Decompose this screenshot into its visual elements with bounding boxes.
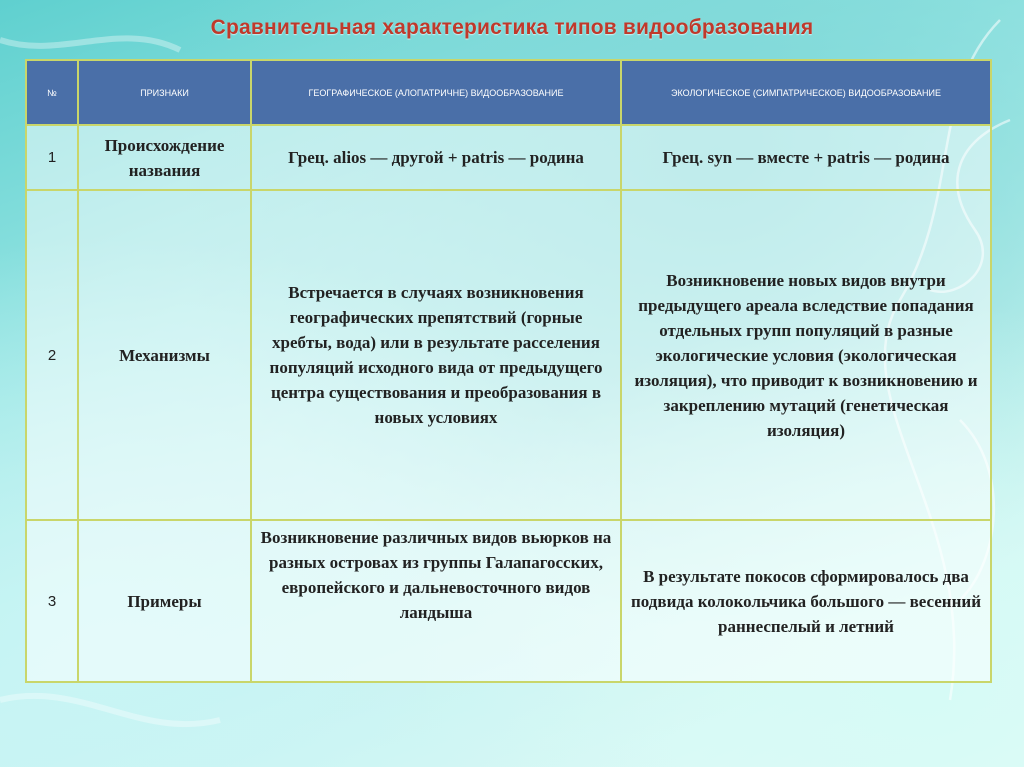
header-geographic: ГЕОГРАФИЧЕСКОЕ (АЛОПАТРИЧНЕ) ВИДООБРАЗОВАНИЕ (251, 60, 621, 125)
row-number: 2 (26, 190, 78, 520)
header-ecological: ЭКОЛОГИЧЕСКОЕ (СИМПАТРИЧЕСКОЕ) ВИДООБРАЗОВАНИЕ (621, 60, 991, 125)
header-number: № (26, 60, 78, 125)
table-row (26, 520, 991, 682)
slide-title: Сравнительная характеристика типов видообразования (210, 16, 814, 39)
row-ecological: Грец. syn — вместе + patris — родина (621, 125, 991, 190)
row-geographic: Встречается в случаях возникновения географических препятствий (горные хребты, вода) или в результате расселения популяций исходного вида от предыдущего центра существования и преобразования в новых условиях (251, 190, 621, 520)
row-feature: Механизмы (78, 190, 251, 520)
row-ecological: Возникновение новых видов внутри предыдущего ареала вследствие попадания отдельных групп популяций в разные экологические условия (экологическая изоляция), что приводит к возникновению и закреплению мутаций (генетическая изоляция) (621, 190, 991, 520)
row-number: 1 (26, 125, 78, 190)
table-header-row (26, 60, 991, 125)
row-feature: Происхождение названия (78, 125, 251, 190)
row-number: 3 (26, 520, 78, 682)
header-feature: ПРИЗНАКИ (78, 60, 251, 125)
comparison-table (25, 59, 992, 683)
row-geographic: Возникновение различных видов вьюрков на разных островах из группы Галапагосских, европейского и дальневосточного видов ландыша (251, 520, 621, 682)
table-row (26, 190, 991, 520)
row-feature: Примеры (78, 520, 251, 682)
row-ecological: В результате покосов сформировалось два подвида колокольчика большого — весенний раннеспелый и летний (621, 520, 991, 682)
table-row (26, 125, 991, 190)
row-geographic: Грец. alios — другой + patris — родина (251, 125, 621, 190)
